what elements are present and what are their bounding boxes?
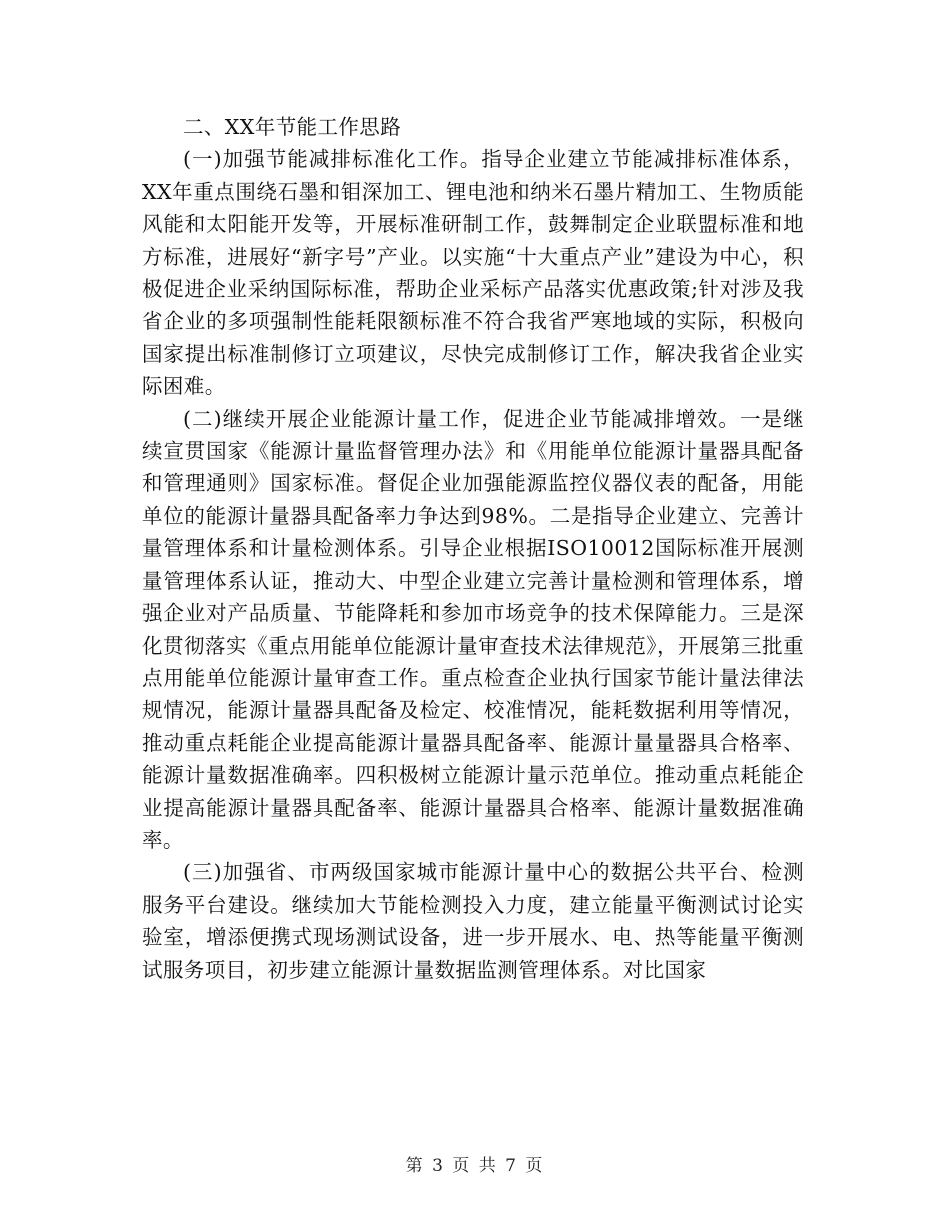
paragraph-standardization: (一)加强节能减排标准化工作。指导企业建立节能减排标准体系，XX年重点围绕石墨和钼深加工、锂电池和纳米石墨片精加工、生物质能风能和太阳能开发等，开展标准研制工作，鼓舞制定企业联盟标准和地方标准，进展好“新字号”产业。以实施“十大重点产业”建设为中心，积极促进企业采纳国际标准，帮助企业采标产品落实优惠政策;针对涉及我省企业的多项强制性能耗限额标准不符合我省严寒地域的实际，积极向国家提出标准制修订立项建议，尽快完成制修订工作，解决我省企业实际困难。 xyxy=(142,147,804,399)
paragraph-platform-construction: (三)加强省、市两级国家城市能源计量中心的数据公共平台、检测服务平台建设。继续加大节能检测投入力度，建立能量平衡测试讨论实验室，增添便携式现场测试设备，进一步开展水、电、热等能量平衡测试服务项目，初步建立能源计量数据监测管理体系。对比国家 xyxy=(142,860,804,982)
section-heading: 二、XX年节能工作思路 xyxy=(183,115,402,139)
document-body xyxy=(142,111,804,986)
paragraph-energy-metering: (二)继续开展企业能源计量工作，促进企业节能减排增效。一是继续宣贯国家《能源计量监督管理办法》和《用能单位能源计量器具配备和管理通则》国家标准。督促企业加强能源监控仪器仪表的配备，用能单位的能源计量器具配备率力争达到98%。二是指导企业建立、完善计量管理体系和计量检测体系。引导企业根据ISO10012国际标准开展测量管理体系认证，推动大、中型企业建立完善计量检测和管理体系，增强企业对产品质量、节能降耗和参加市场竞争的技术保障能力。三是深化贯彻落实《重点用能单位能源计量审查技术法律规范》，开展第三批重点用能单位能源计量审查工作。重点检查企业执行国家节能计量法律法规情况，能源计量器具配备及检定、校准情况，能耗数据利用等情况，推动重点耗能企业提高能源计量器具配备率、能源计量量器具合格率、能源计量数据准确率。四积极树立能源计量示范单位。推动重点耗能企业提高能源计量器具配备率、能源计量器具合格率、能源计量数据准确率。 xyxy=(142,406,804,852)
page-number-footer: 第 3 页 共 7 页 xyxy=(405,1156,545,1176)
